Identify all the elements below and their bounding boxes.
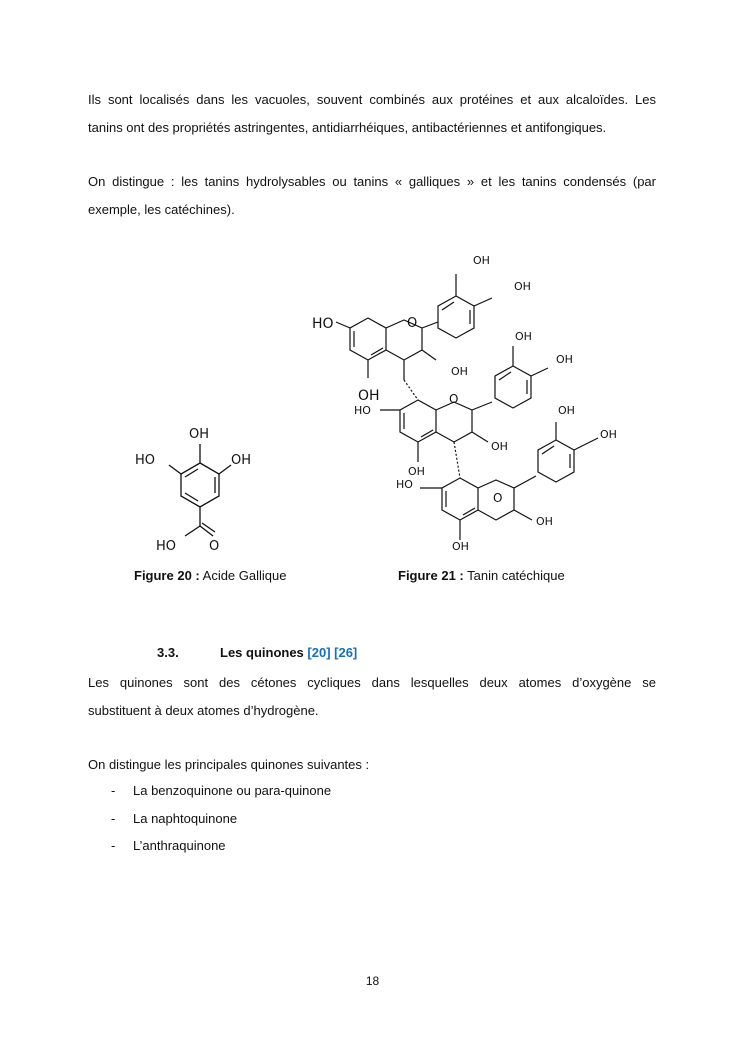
hydroxyl-label: HO: [135, 453, 156, 468]
hydroxyl-label: HO: [156, 539, 177, 554]
paragraph-line: exemple, les catéchines).: [88, 201, 235, 217]
hydroxyl-label: OH: [556, 353, 573, 366]
hydroxyl-label: OH: [452, 540, 469, 553]
ring-oxygen-label: O: [449, 392, 459, 406]
section-number: 3.3.: [157, 645, 179, 660]
list-item: [111, 811, 237, 826]
hydroxyl-label: HO: [396, 478, 413, 491]
figure-20-label: Figure 20 :: [134, 568, 200, 583]
paragraph-quinone-list-intro: On distingue les principales quinones suivantes :: [88, 757, 370, 772]
hydroxyl-label: OH: [358, 388, 380, 404]
hydroxyl-label: OH: [600, 428, 617, 441]
figure-21-label: Figure 21 :: [398, 568, 464, 583]
paragraph-line: Les quinones sont des cétones cycliques dans lesquelles deux atomes d’oxygène se: [88, 675, 656, 690]
hydroxyl-label: HO: [354, 404, 371, 417]
paragraph-quinone-definition: [88, 669, 656, 724]
list-bullet: -: [111, 838, 116, 853]
oxygen-label: O: [209, 539, 220, 554]
hydroxyl-label: OH: [231, 453, 252, 468]
hydroxyl-label: OH: [189, 427, 210, 442]
section-title-text: Les quinones: [220, 645, 308, 660]
list-item: [111, 838, 226, 853]
paragraph-line: On distingue : les tanins hydrolysables ou tanins « galliques » et les tanins condensés (par: [88, 174, 656, 189]
list-item-text: La benzoquinone ou para-quinone: [133, 783, 332, 798]
paragraph-line: Ils sont localisés dans les vacuoles, souvent combinés aux protéines et aux alcaloïdes. Les: [88, 92, 656, 107]
hydroxyl-label: OH: [473, 254, 490, 267]
hydroxyl-label: OH: [451, 365, 468, 378]
paragraph-line: substituent à deux atomes d’hydrogène.: [88, 702, 319, 718]
figure-20-text: Acide Gallique: [199, 568, 287, 583]
hydroxyl-label: OH: [514, 280, 531, 293]
hydroxyl-label: OH: [515, 330, 532, 343]
section-references: [20] [26]: [307, 645, 358, 660]
ring-oxygen-label: O: [407, 316, 418, 331]
hydroxyl-label: OH: [558, 404, 575, 417]
figure-20-caption: [134, 568, 286, 583]
ring-oxygen-label: O: [493, 491, 503, 505]
paragraph-line: tanins ont des propriétés astringentes, antidiarrhéiques, antibactériennes et antifongiques.: [88, 119, 607, 135]
gallic-acid-structure: [125, 420, 270, 560]
figure-21-text: Tanin catéchique: [463, 568, 565, 583]
hydroxyl-label: OH: [536, 515, 553, 528]
list-item-text: L’anthraquinone: [133, 838, 226, 853]
paragraph-tannin-location: [88, 86, 656, 141]
hydroxyl-label: OH: [408, 465, 425, 478]
figure-21-caption: [398, 568, 565, 583]
hydroxyl-label: HO: [312, 316, 334, 332]
hydroxyl-label: OH: [491, 440, 508, 453]
paragraph-tannin-types: [88, 168, 656, 223]
list-item: [111, 783, 331, 798]
list-bullet: -: [111, 783, 116, 798]
list-item-text: La naphtoquinone: [133, 811, 238, 826]
catechin-tannin-structure: [308, 250, 628, 555]
list-bullet: -: [111, 811, 116, 826]
page-number: 18: [365, 974, 380, 988]
section-title: [220, 645, 357, 660]
